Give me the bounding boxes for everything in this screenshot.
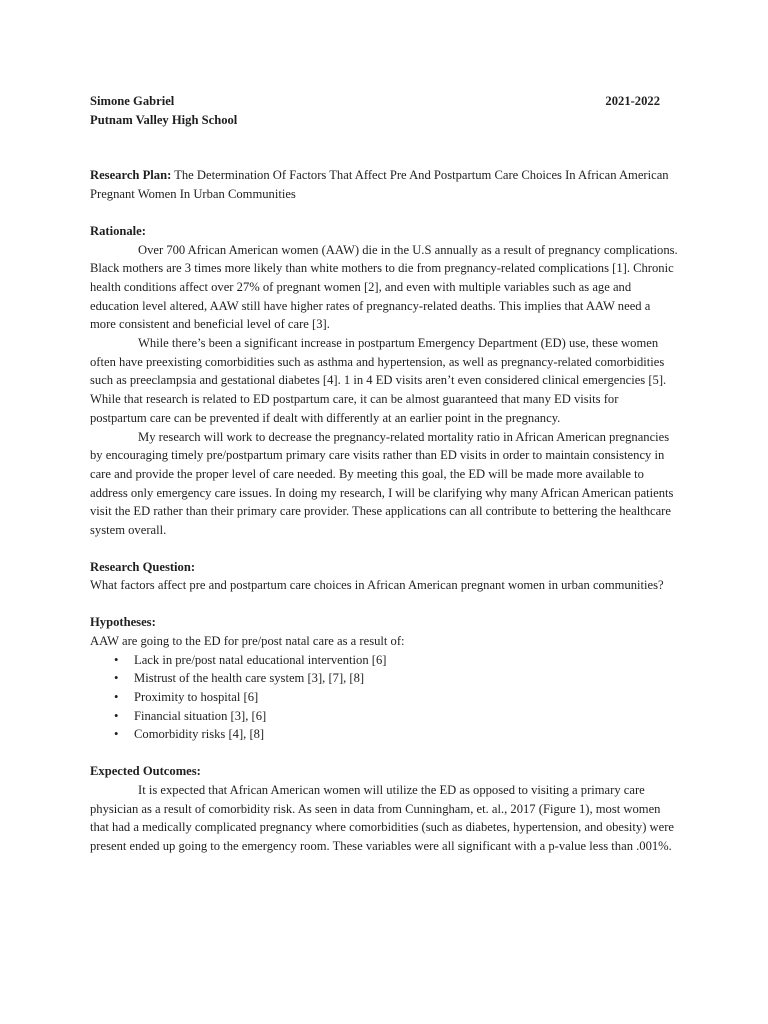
rationale-paragraph: While there’s been a significant increase in postpartum Emergency Department (ED) use, these women often have preexisting comorbidities such as asthma and hypertension, as well as pregnancy-related comorbidities such as preeclampsia and gestational diabetes [4]. 1 in 4 ED visits aren’t even considered clinical emergencies [5]. While that research is related to ED postpartum care, it can be almost guaranteed that many ED visits for postpartum care can be prevented if dealt with differently at an earlier point in the pregnancy. xyxy=(90,336,667,425)
research-plan-text: The Determination Of Factors That Affect Pre And Postpartum Care Choices In African American Pregnant Women In Urban Communities xyxy=(90,168,669,202)
research-plan xyxy=(90,166,678,203)
expected-outcomes-text: It is expected that African American women will utilize the ED as opposed to visiting a primary care physician as a result of comorbidity risk. As seen in data from Cunningham, et. al., 2017 (Figure 1), most women that had a medically complicated pregnancy where comorbidities (such as diabetes, hypertension, and obesity) were present ended up going to the emergency room. These variables were all significant with a p-value less than .001%. xyxy=(90,782,675,853)
rationale-paragraph: Over 700 African American women (AAW) die in the U.S annually as a result of pregnancy complications. Black mothers are 3 times more likely than white mothers to die from pregnancy-related complications [1]. Chronic health conditions affect over 27% of pregnant women [2], and even with multiple variables such as age and education level altered, AAW still have higher rates of pregnancy-related deaths. This implies that AAW need a more consistent and beneficial level of care [3]. xyxy=(90,242,678,332)
list-item: • Proximity to hospital [6] xyxy=(134,688,678,707)
list-item: • Lack in pre/post natal educational intervention [6] xyxy=(134,651,678,670)
list-item: • Comorbidity risks [4], [8] xyxy=(134,725,678,744)
research-question-heading: Research Question: xyxy=(90,559,196,574)
list-item: • Mistrust of the health care system [3], [7], [8] xyxy=(134,669,678,688)
school-year: 2021-2022 xyxy=(605,94,660,108)
list-item: • Financial situation [3], [6] xyxy=(134,707,678,726)
document-page xyxy=(90,92,678,856)
hypotheses-intro: AAW are going to the ED for pre/post natal care as a result of: xyxy=(90,633,405,648)
hypotheses-list xyxy=(90,651,678,745)
research-question-text: What factors affect pre and postpartum care choices in African American pregnant women in urban communities? xyxy=(90,578,664,593)
rationale-heading: Rationale: xyxy=(90,223,146,238)
research-plan-label: Research Plan: xyxy=(90,168,172,183)
header-row xyxy=(90,92,678,111)
rationale-paragraph: My research will work to decrease the pregnancy-related mortality ratio in African American pregnancies by encouraging timely pre/postpartum primary care visits rather than ED visits in order to maintain consistency in care and provide the proper level of care needed. By meeting this goal, the ED will be made more available to address only emergency care issues. In doing my research, I will be clarifying why many African American patients visit the ED rather than their primary care provider. These applications can all contribute to bettering the healthcare system overall. xyxy=(90,429,674,538)
expected-outcomes-heading: Expected Outcomes: xyxy=(90,764,201,779)
author-name: Simone Gabriel xyxy=(90,94,175,108)
school-name: Putnam Valley High School xyxy=(90,112,238,127)
hypotheses-heading: Hypotheses: xyxy=(90,615,156,630)
